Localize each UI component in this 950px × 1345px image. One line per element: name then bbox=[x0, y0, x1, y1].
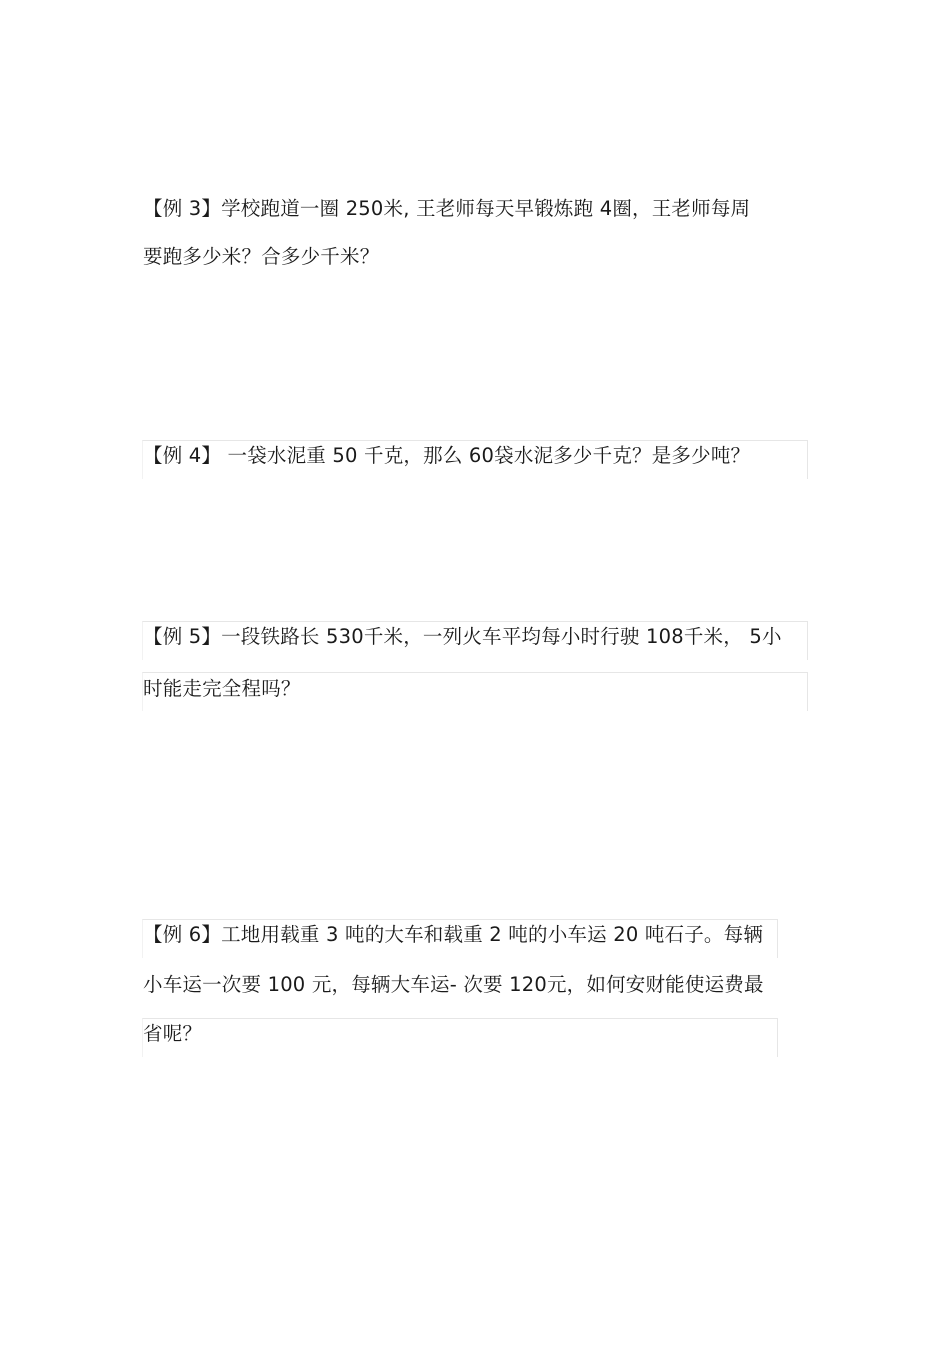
example-5-line-1: 【例 5】一段铁路长 530千米，一列火车平均每小时行驶 108千米， 5小 bbox=[143, 625, 782, 648]
example-5-line-2: 时能走完全程吗？ bbox=[143, 677, 301, 700]
example-6-frame-2 bbox=[142, 1018, 778, 1057]
example-6-line-2: 小车运一次要 100 元，每辆大车运- 次要 120元，如何安财能使运费最 bbox=[143, 973, 764, 996]
example-6-line-3: 省呢？ bbox=[143, 1022, 203, 1045]
example-6-line-1: 【例 6】工地用载重 3 吨的大车和载重 2 吨的小车运 20 吨石子。每辆 bbox=[143, 923, 764, 946]
example-3-line-1: 【例 3】学校跑道一圈 250米, 王老师每天早锻炼跑 4圈，王老师每周 bbox=[143, 197, 751, 220]
example-4-line-1: 【例 4】 一袋水泥重 50 千克，那么 60袋水泥多少千克？是多少吨？ bbox=[143, 444, 751, 467]
example-3-line-2: 要跑多少米？合多少千米？ bbox=[143, 245, 380, 268]
